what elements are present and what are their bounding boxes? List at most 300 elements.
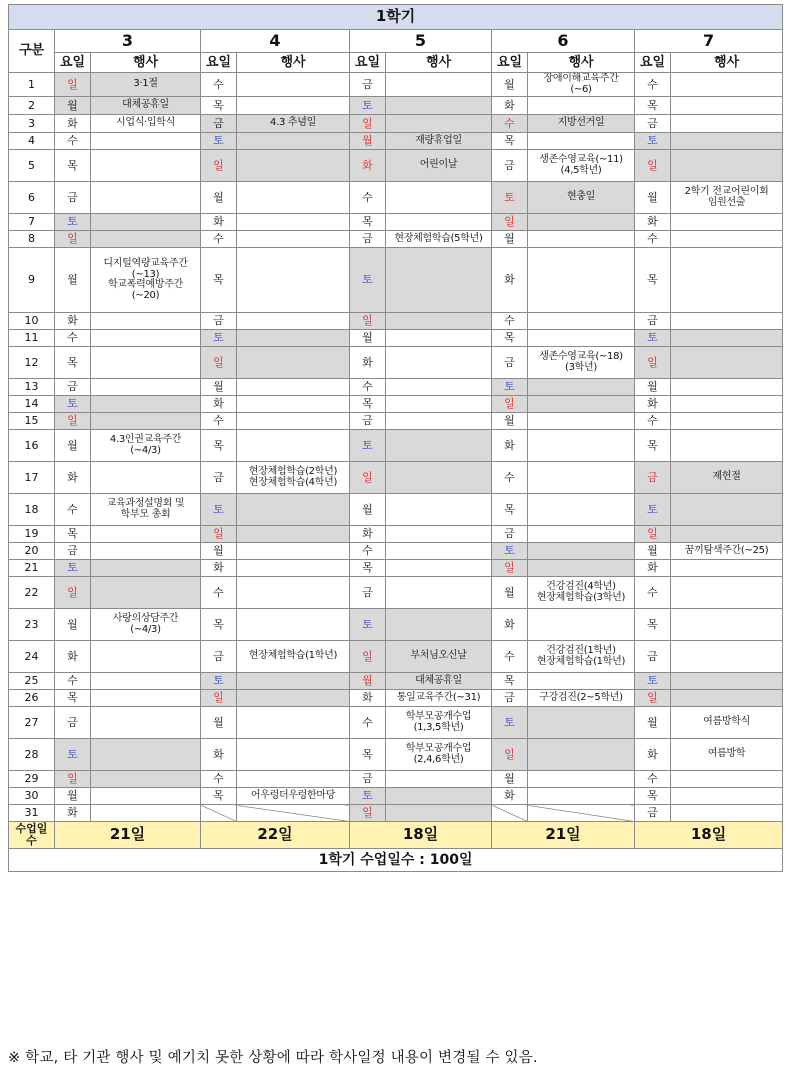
event-cell bbox=[671, 214, 783, 231]
weekday-cell: 목 bbox=[55, 690, 91, 707]
weekday-cell: 목 bbox=[55, 347, 91, 379]
weekday-cell: 화 bbox=[350, 526, 386, 543]
weekday-cell: 일 bbox=[350, 115, 386, 133]
weekday-cell: 일 bbox=[492, 396, 528, 413]
event-cell: 어우렁더우렁한마당 bbox=[237, 788, 350, 805]
day-number: 6 bbox=[9, 182, 55, 214]
event-cell: 건강검진(1학년) 현장체험학습(1학년) bbox=[528, 641, 635, 673]
weekday-cell: 월 bbox=[492, 577, 528, 609]
weekday-cell: 화 bbox=[55, 641, 91, 673]
day-row bbox=[9, 673, 783, 690]
weekday-cell: 화 bbox=[492, 430, 528, 462]
event-cell bbox=[386, 771, 492, 788]
event-cell bbox=[91, 560, 201, 577]
weekday-cell: 금 bbox=[492, 347, 528, 379]
day-row bbox=[9, 330, 783, 347]
weekday-cell: 금 bbox=[55, 543, 91, 560]
weekday-cell: 목 bbox=[350, 739, 386, 771]
day-number: 16 bbox=[9, 430, 55, 462]
day-number: 18 bbox=[9, 494, 55, 526]
day-number: 1 bbox=[9, 73, 55, 97]
weekday-cell: 금 bbox=[201, 462, 237, 494]
event-cell bbox=[91, 577, 201, 609]
weekday-cell: 수 bbox=[350, 543, 386, 560]
day-row bbox=[9, 707, 783, 739]
event-cell: 현장체험학습(5학년) bbox=[386, 231, 492, 248]
event-cell: 디지털역량교육주간 (~13) 학교폭력예방주간 (~20) bbox=[91, 248, 201, 313]
weekday-cell: 월 bbox=[492, 413, 528, 430]
weekday-cell: 금 bbox=[55, 379, 91, 396]
day-row bbox=[9, 313, 783, 330]
weekday-cell: 일 bbox=[55, 231, 91, 248]
event-cell bbox=[671, 690, 783, 707]
month-school-days: 21일 bbox=[492, 822, 635, 849]
weekday-cell: 수 bbox=[350, 379, 386, 396]
event-cell bbox=[528, 430, 635, 462]
event-cell bbox=[671, 805, 783, 822]
day-number: 9 bbox=[9, 248, 55, 313]
weekday-cell: 목 bbox=[635, 609, 671, 641]
event-cell bbox=[528, 526, 635, 543]
weekday-cell: 월 bbox=[350, 330, 386, 347]
month-header-6: 6 bbox=[492, 30, 635, 53]
day-number: 24 bbox=[9, 641, 55, 673]
event-cell bbox=[671, 379, 783, 396]
day-row bbox=[9, 231, 783, 248]
weekday-cell: 목 bbox=[201, 430, 237, 462]
day-row bbox=[9, 560, 783, 577]
day-number: 23 bbox=[9, 609, 55, 641]
weekday-cell: 토 bbox=[492, 182, 528, 214]
event-cell bbox=[237, 560, 350, 577]
event-cell bbox=[528, 396, 635, 413]
event-cell: 2학기 전교어린이회 임원선출 bbox=[671, 182, 783, 214]
event-cell bbox=[386, 313, 492, 330]
event-cell bbox=[91, 150, 201, 182]
day-row bbox=[9, 788, 783, 805]
day-number: 15 bbox=[9, 413, 55, 430]
weekday-cell: 월 bbox=[635, 707, 671, 739]
event-cell bbox=[91, 707, 201, 739]
day-number: 29 bbox=[9, 771, 55, 788]
weekday-cell: 금 bbox=[350, 73, 386, 97]
event-cell bbox=[671, 673, 783, 690]
month-school-days: 18일 bbox=[635, 822, 783, 849]
weekday-cell: 월 bbox=[55, 248, 91, 313]
day-row bbox=[9, 526, 783, 543]
event-cell bbox=[237, 673, 350, 690]
event-cell bbox=[91, 133, 201, 150]
event-cell bbox=[237, 182, 350, 214]
event-cell: 3·1절 bbox=[91, 73, 201, 97]
weekday-cell: 토 bbox=[635, 673, 671, 690]
day-number: 12 bbox=[9, 347, 55, 379]
weekday-cell: 화 bbox=[492, 97, 528, 115]
day-number: 26 bbox=[9, 690, 55, 707]
weekday-cell: 일 bbox=[55, 413, 91, 430]
event-cell bbox=[528, 462, 635, 494]
event-cell: 시업식·입학식 bbox=[91, 115, 201, 133]
weekday-cell: 일 bbox=[492, 214, 528, 231]
event-cell: 여름방학 bbox=[671, 739, 783, 771]
event-cell bbox=[91, 690, 201, 707]
event-cell bbox=[528, 413, 635, 430]
day-row bbox=[9, 214, 783, 231]
weekday-cell: 목 bbox=[350, 214, 386, 231]
event-cell bbox=[386, 805, 492, 822]
event-cell bbox=[671, 526, 783, 543]
weekday-cell: 금 bbox=[635, 115, 671, 133]
weekday-cell: 화 bbox=[55, 462, 91, 494]
event-cell bbox=[237, 73, 350, 97]
event-cell: 교육과정설명회 및 학부모 총회 bbox=[91, 494, 201, 526]
empty-day-cell bbox=[492, 805, 528, 822]
event-cell bbox=[386, 248, 492, 313]
event-cell bbox=[237, 577, 350, 609]
weekday-cell: 수 bbox=[635, 577, 671, 609]
day-row bbox=[9, 690, 783, 707]
event-cell bbox=[528, 248, 635, 313]
weekday-cell: 일 bbox=[635, 150, 671, 182]
event-cell bbox=[671, 609, 783, 641]
day-row bbox=[9, 347, 783, 379]
weekday-cell: 일 bbox=[201, 526, 237, 543]
weekday-cell: 일 bbox=[492, 560, 528, 577]
event-cell bbox=[386, 347, 492, 379]
event-cell bbox=[386, 577, 492, 609]
event-cell bbox=[386, 379, 492, 396]
event-cell bbox=[386, 526, 492, 543]
event-cell bbox=[91, 379, 201, 396]
event-cell: 4.3인권교육주간 (~4/3) bbox=[91, 430, 201, 462]
event-cell bbox=[671, 577, 783, 609]
weekday-cell: 토 bbox=[55, 214, 91, 231]
event-cell bbox=[237, 739, 350, 771]
event-cell bbox=[528, 97, 635, 115]
weekday-cell: 목 bbox=[635, 788, 671, 805]
weekday-cell: 월 bbox=[55, 788, 91, 805]
event-cell: 사랑의상담주간 (~4/3) bbox=[91, 609, 201, 641]
event-cell: 꿈끼탐색주간(~25) bbox=[671, 543, 783, 560]
event-cell bbox=[386, 214, 492, 231]
day-row bbox=[9, 494, 783, 526]
weekday-cell: 일 bbox=[55, 73, 91, 97]
event-cell bbox=[237, 430, 350, 462]
event-cell bbox=[237, 97, 350, 115]
weekday-cell: 수 bbox=[635, 413, 671, 430]
event-cell bbox=[91, 396, 201, 413]
month-header-3: 3 bbox=[55, 30, 201, 53]
weekday-cell: 금 bbox=[201, 641, 237, 673]
event-cell bbox=[237, 133, 350, 150]
event-cell bbox=[237, 771, 350, 788]
event-cell: 지방선거일 bbox=[528, 115, 635, 133]
event-cell bbox=[671, 133, 783, 150]
event-cell bbox=[386, 609, 492, 641]
weekday-cell: 수 bbox=[492, 462, 528, 494]
weekday-cell: 금 bbox=[201, 313, 237, 330]
event-cell: 생존수영교육(~11) (4,5학년) bbox=[528, 150, 635, 182]
month-header-7: 7 bbox=[635, 30, 783, 53]
day-number: 11 bbox=[9, 330, 55, 347]
event-cell bbox=[386, 788, 492, 805]
day-row bbox=[9, 379, 783, 396]
weekday-cell: 화 bbox=[201, 396, 237, 413]
event-cell: 4.3 추념일 bbox=[237, 115, 350, 133]
event-cell bbox=[386, 494, 492, 526]
weekday-cell: 월 bbox=[492, 771, 528, 788]
weekday-cell: 목 bbox=[635, 248, 671, 313]
weekday-cell: 일 bbox=[350, 313, 386, 330]
event-cell bbox=[528, 330, 635, 347]
event-cell bbox=[386, 396, 492, 413]
weekday-cell: 수 bbox=[201, 413, 237, 430]
weekday-cell: 수 bbox=[635, 231, 671, 248]
weekday-cell: 화 bbox=[55, 805, 91, 822]
weekday-cell: 금 bbox=[492, 690, 528, 707]
event-cell bbox=[528, 673, 635, 690]
weekday-cell: 토 bbox=[635, 494, 671, 526]
weekday-cell: 월 bbox=[55, 430, 91, 462]
event-cell bbox=[237, 494, 350, 526]
day-number: 3 bbox=[9, 115, 55, 133]
event-cell bbox=[528, 739, 635, 771]
day-row bbox=[9, 248, 783, 313]
weekday-header: 요일 bbox=[55, 53, 91, 73]
weekday-cell: 일 bbox=[55, 771, 91, 788]
weekday-cell: 수 bbox=[492, 115, 528, 133]
weekday-cell: 토 bbox=[350, 248, 386, 313]
event-cell bbox=[671, 313, 783, 330]
weekday-cell: 목 bbox=[350, 396, 386, 413]
weekday-cell: 일 bbox=[492, 739, 528, 771]
weekday-header: 요일 bbox=[492, 53, 528, 73]
event-cell bbox=[528, 494, 635, 526]
weekday-cell: 월 bbox=[201, 379, 237, 396]
event-cell bbox=[671, 413, 783, 430]
event-cell bbox=[671, 115, 783, 133]
weekday-cell: 목 bbox=[201, 97, 237, 115]
weekday-cell: 화 bbox=[635, 214, 671, 231]
day-row bbox=[9, 805, 783, 822]
weekday-cell: 화 bbox=[635, 560, 671, 577]
weekday-cell: 토 bbox=[350, 788, 386, 805]
event-cell bbox=[386, 97, 492, 115]
month-school-days: 22일 bbox=[201, 822, 350, 849]
weekday-cell: 일 bbox=[55, 577, 91, 609]
event-cell: 대체공휴일 bbox=[386, 673, 492, 690]
day-row bbox=[9, 97, 783, 115]
weekday-cell: 수 bbox=[201, 73, 237, 97]
day-row bbox=[9, 771, 783, 788]
event-cell: 부처님오신날 bbox=[386, 641, 492, 673]
weekday-cell: 일 bbox=[350, 641, 386, 673]
event-cell bbox=[237, 609, 350, 641]
event-cell bbox=[237, 347, 350, 379]
weekday-cell: 월 bbox=[350, 494, 386, 526]
month-header-5: 5 bbox=[350, 30, 492, 53]
event-cell bbox=[528, 543, 635, 560]
day-row bbox=[9, 396, 783, 413]
weekday-header: 요일 bbox=[201, 53, 237, 73]
weekday-cell: 토 bbox=[350, 609, 386, 641]
event-cell: 어린이날 bbox=[386, 150, 492, 182]
day-number: 13 bbox=[9, 379, 55, 396]
day-row bbox=[9, 182, 783, 214]
event-cell bbox=[386, 330, 492, 347]
weekday-cell: 목 bbox=[492, 673, 528, 690]
weekday-cell: 화 bbox=[635, 739, 671, 771]
weekday-cell: 화 bbox=[492, 788, 528, 805]
event-cell bbox=[237, 379, 350, 396]
event-cell bbox=[91, 543, 201, 560]
event-cell: 여름방학식 bbox=[671, 707, 783, 739]
weekday-header: 요일 bbox=[350, 53, 386, 73]
term-total-school-days: 1학기 수업일수 : 100일 bbox=[9, 849, 783, 872]
weekday-cell: 금 bbox=[635, 641, 671, 673]
empty-day-cell bbox=[528, 805, 635, 822]
event-cell bbox=[528, 771, 635, 788]
event-cell bbox=[237, 214, 350, 231]
event-cell: 현장체험학습(2학년) 현장체험학습(4학년) bbox=[237, 462, 350, 494]
weekday-cell: 화 bbox=[492, 248, 528, 313]
event-cell bbox=[91, 641, 201, 673]
school-days-label: 수업일수 bbox=[9, 822, 55, 849]
weekday-cell: 토 bbox=[201, 494, 237, 526]
event-cell: 학부모공개수업 (2,4,6학년) bbox=[386, 739, 492, 771]
day-number: 25 bbox=[9, 673, 55, 690]
weekday-cell: 금 bbox=[492, 150, 528, 182]
event-cell: 통일교육주간(~31) bbox=[386, 690, 492, 707]
event-cell bbox=[671, 771, 783, 788]
weekday-cell: 월 bbox=[55, 609, 91, 641]
weekday-cell: 토 bbox=[492, 379, 528, 396]
weekday-cell: 월 bbox=[201, 543, 237, 560]
event-cell: 생존수영교육(~18) (3학년) bbox=[528, 347, 635, 379]
weekday-cell: 금 bbox=[55, 182, 91, 214]
weekday-cell: 화 bbox=[350, 690, 386, 707]
event-cell bbox=[237, 707, 350, 739]
event-cell bbox=[91, 330, 201, 347]
event-cell bbox=[386, 462, 492, 494]
month-school-days: 21일 bbox=[55, 822, 201, 849]
event-cell bbox=[237, 330, 350, 347]
event-cell: 건강검진(4학년) 현장체험학습(3학년) bbox=[528, 577, 635, 609]
weekday-cell: 화 bbox=[201, 560, 237, 577]
weekday-cell: 수 bbox=[492, 641, 528, 673]
event-cell bbox=[671, 560, 783, 577]
event-cell: 장애이해교육주간 (~6) bbox=[528, 73, 635, 97]
day-row bbox=[9, 462, 783, 494]
event-cell bbox=[671, 330, 783, 347]
event-cell bbox=[671, 430, 783, 462]
event-cell bbox=[91, 526, 201, 543]
weekday-header: 요일 bbox=[635, 53, 671, 73]
event-cell bbox=[91, 347, 201, 379]
weekday-cell: 일 bbox=[201, 690, 237, 707]
weekday-cell: 수 bbox=[350, 182, 386, 214]
event-cell: 학부모공개수업 (1,3,5학년) bbox=[386, 707, 492, 739]
day-row bbox=[9, 739, 783, 771]
weekday-cell: 수 bbox=[55, 494, 91, 526]
weekday-cell: 화 bbox=[201, 739, 237, 771]
weekday-cell: 금 bbox=[201, 115, 237, 133]
event-header: 행사 bbox=[91, 53, 201, 73]
day-row bbox=[9, 430, 783, 462]
day-number: 2 bbox=[9, 97, 55, 115]
day-number: 4 bbox=[9, 133, 55, 150]
event-cell: 현충일 bbox=[528, 182, 635, 214]
weekday-cell: 토 bbox=[201, 133, 237, 150]
weekday-cell: 월 bbox=[350, 673, 386, 690]
weekday-cell: 금 bbox=[350, 413, 386, 430]
weekday-cell: 일 bbox=[350, 805, 386, 822]
schedule-change-note: ※ 학교, 타 기관 행사 및 예기치 못한 상황에 따라 학사일정 내용이 변경될 수 있음. bbox=[8, 1050, 538, 1066]
event-cell bbox=[91, 413, 201, 430]
event-cell bbox=[528, 133, 635, 150]
weekday-cell: 목 bbox=[201, 609, 237, 641]
weekday-cell: 수 bbox=[350, 707, 386, 739]
empty-day-cell bbox=[237, 805, 350, 822]
event-header: 행사 bbox=[237, 53, 350, 73]
day-row bbox=[9, 577, 783, 609]
weekday-cell: 금 bbox=[350, 771, 386, 788]
weekday-cell: 월 bbox=[201, 707, 237, 739]
event-cell bbox=[386, 73, 492, 97]
event-header: 행사 bbox=[386, 53, 492, 73]
day-number: 30 bbox=[9, 788, 55, 805]
day-number: 7 bbox=[9, 214, 55, 231]
event-cell bbox=[237, 150, 350, 182]
weekday-cell: 목 bbox=[492, 330, 528, 347]
event-cell bbox=[671, 494, 783, 526]
weekday-cell: 수 bbox=[201, 771, 237, 788]
event-cell bbox=[671, 97, 783, 115]
event-cell bbox=[91, 673, 201, 690]
event-cell bbox=[237, 526, 350, 543]
weekday-cell: 일 bbox=[350, 462, 386, 494]
weekday-cell: 목 bbox=[492, 494, 528, 526]
weekday-cell: 화 bbox=[350, 347, 386, 379]
day-number: 21 bbox=[9, 560, 55, 577]
day-row bbox=[9, 73, 783, 97]
event-cell: 현장체험학습(1학년) bbox=[237, 641, 350, 673]
weekday-cell: 화 bbox=[350, 150, 386, 182]
event-header: 행사 bbox=[671, 53, 783, 73]
event-cell bbox=[91, 214, 201, 231]
weekday-cell: 월 bbox=[350, 133, 386, 150]
event-cell bbox=[671, 788, 783, 805]
event-cell bbox=[671, 641, 783, 673]
event-cell bbox=[237, 413, 350, 430]
term-title: 1학기 bbox=[9, 5, 783, 30]
event-cell bbox=[91, 739, 201, 771]
weekday-cell: 화 bbox=[55, 115, 91, 133]
event-cell bbox=[91, 771, 201, 788]
event-cell bbox=[386, 182, 492, 214]
day-number: 22 bbox=[9, 577, 55, 609]
weekday-cell: 화 bbox=[492, 609, 528, 641]
event-cell: 제헌절 bbox=[671, 462, 783, 494]
weekday-cell: 금 bbox=[492, 526, 528, 543]
weekday-cell: 일 bbox=[635, 347, 671, 379]
weekday-cell: 일 bbox=[201, 150, 237, 182]
event-cell bbox=[528, 214, 635, 231]
weekday-cell: 월 bbox=[492, 73, 528, 97]
event-cell: 재량휴업일 bbox=[386, 133, 492, 150]
event-cell bbox=[91, 805, 201, 822]
day-row bbox=[9, 641, 783, 673]
